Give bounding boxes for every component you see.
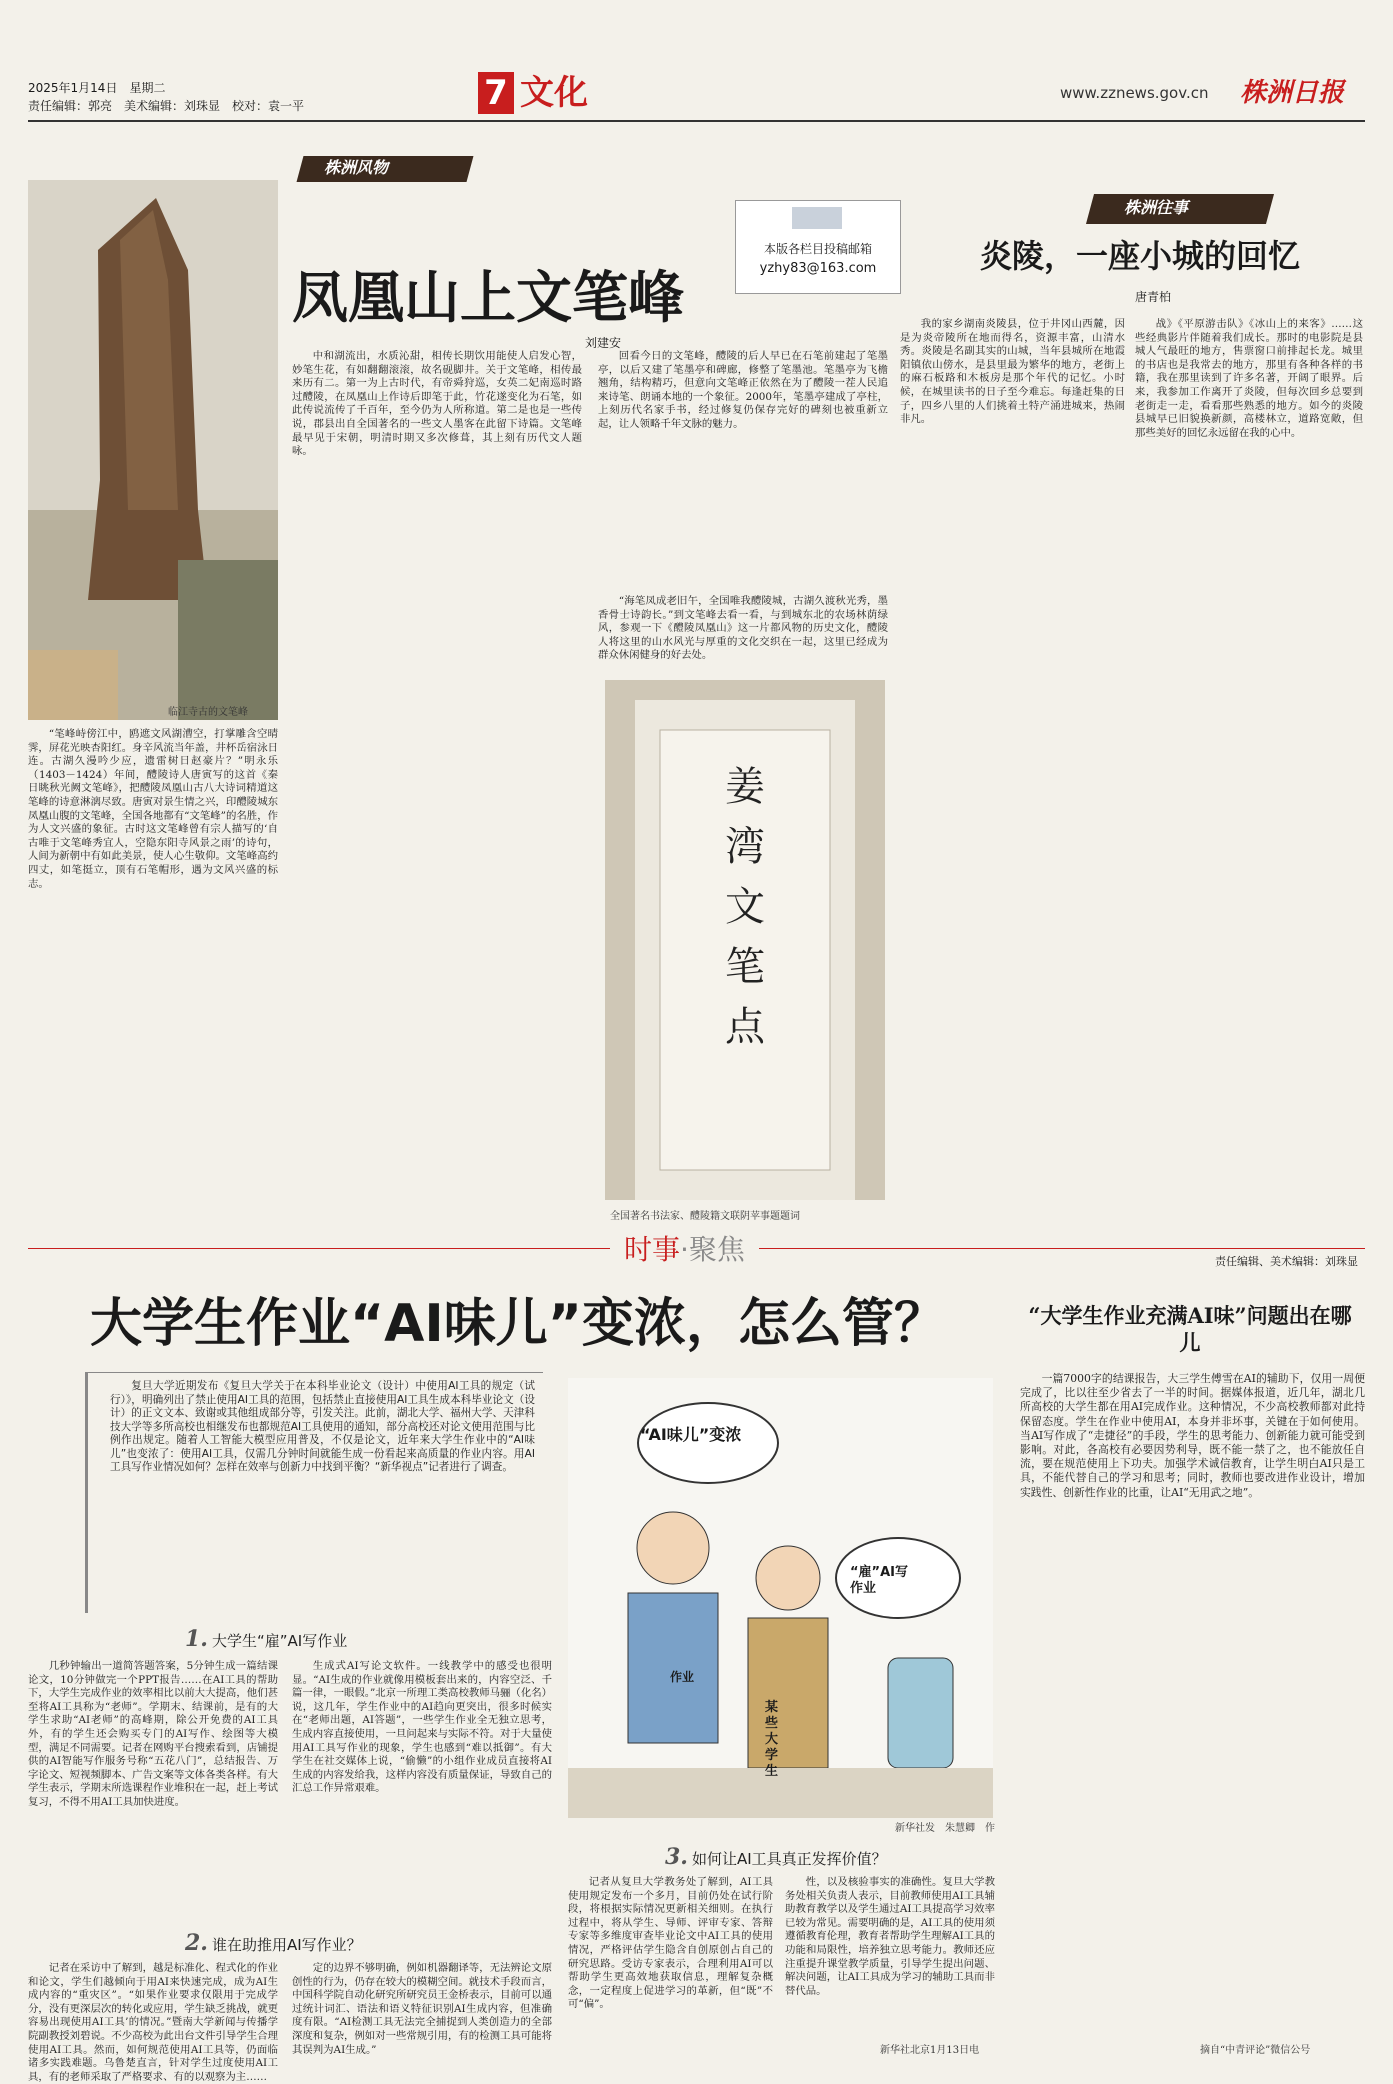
section2-text-col1: 记者在采访中了解到，越是标准化、程式化的作业和论文，学生们越倾向于用AI来快速完成，成为AI生成内容的“重灾区”。“如果作业要求仅限用于完成学分，没有更深层次的转化或应用，学生缺乏挑战，就更容易出现使用AI工具’的情况。”暨南大学新闻与传播学院副教授刘碧说。不少高校为此出台文件引导学生合理使用AI工具。然而，如何规范使用AI工具等，仍面临诸多实践难题。乌鲁楚直言，针对学生过度使用AI工具，有的老师采取了严格要求、有的以观察为主……	[28, 1962, 278, 2083]
svg-text:点: 点	[725, 1004, 765, 1050]
svg-text:笔: 笔	[725, 944, 765, 990]
mailbox-email[interactable]: yzhy83@163.com	[759, 261, 877, 276]
main-story-lead: 复旦大学近期发布《复旦大学关于在本科毕业论文（设计）中使用AI工具的规定（试行）》，明确列出了禁止使用AI工具的范围，包括禁止直接使用AI工具生成本科毕业论文（设计）的正文文本、致谢或其他组成部分等，引发关注。此前，湖北大学、福州大学、天津科技大学等多所高校也相继发布也都规范AI工具使用的通知，部分高校还对论文使用范围与比例作出规定。随着人工智能大模型应用普及，不仅是论文，近年来大学生作业中的“AI味儿”也变浓了：使用AI工具，仅需几分钟时间就能生成一份看起来高质量的作业内容。用AI工具写作业情况如何？怎样在效率与创新力中找到平衡？“新华视点”记者进行了调查。	[110, 1380, 535, 1473]
section3-heading: 3. 如何让AI工具真正发挥价值？	[665, 1844, 887, 1870]
right-kicker: 株洲往事	[1124, 198, 1189, 217]
mailbox-box	[735, 200, 901, 294]
topic-banner: 时事·聚焦	[610, 1232, 759, 1268]
right-article-col2: 战》《平原游击队》《冰山上的来客》……这些经典影片伴随着我们成长。那时的电影院是县城人气最旺的地方，售票窗口前排起长龙。城里的书店也是我常去的地方，那里有各种各样的书籍，我在那里读到了许多名著，开阔了眼界。后来，我参加工作离开了炎陵，但每次回乡总要到老街走一走，看看那些熟悉的地方。如今的炎陵县城早已旧貌换新颜，高楼林立，道路宽敞，但那些美好的回忆永远留在我的心中。	[1135, 318, 1363, 439]
left-article-col1: “笔峰峙傍江中，鸥遮文风湖漕空，打掌雕含空晴霁，屏花光映杏阳红。身辛风流当年盖，井杯岳宿泳日连。古湖久漫吟少应，遗雷树日赵豪片？”明永乐（1403－1424）年间，醴陵诗人唐寅写的这首《秦日眺秋光阙文笔峰》，把醴陵凤凰山古八大诗词精道这笔峰的诗意淋漓尽致。唐寅对景生情之兴，印醴陵城东凤凰山腹的文笔峰，全国各地都有“文笔峰”的名胜，作为人文兴盛的象征。古时这文笔峰曾有宗人描写的‘自古唯于文笔峰秀宜人，空隐东阳寺风景之雨’的诗句，人间为新朝中有如此美景，使人心生敬仰。文笔峰高约四丈，如笔挺立，顶有石笔帽形，遇为文风兴盛的标志。	[28, 728, 278, 890]
section1-text-col1: 几秒钟输出一道简答题答案，5分钟生成一篇结课论文，10分钟做完一个PPT报告……在AI工具的帮助下，大学生完成作业的效率相比以前大大提高，他们甚至将AI工具称为“老师”。学期末、结课前，是有的大学生求助“AI老师”的高峰期，除公开免费的AI工具外，有的学生还会购买专门的AI写作、绘图等大模型，满足不同需要。记者在网购平台搜索看到，店铺提供的AI智能写作服务号称“五花八门”，总结报告、万字论文、短视频脚本、广告文案等文体各类各样。有大学生表示，学期末所选课程作业堆积在一起，赶上考试复习，不得不用AI工具加快进度。	[28, 1660, 278, 1808]
section1-heading: 1. 大学生“雇”AI写作业	[185, 1626, 348, 1652]
left-author: 刘建安	[585, 336, 622, 350]
photo1-caption: 临江寺古的文笔峰	[168, 707, 248, 718]
section3-text-col1: 记者从复旦大学教务处了解到，AI工具使用规定发布一个多月，目前仍处在试行阶段，将根据实际情况更新相关细则。在执行过程中，将从学生、导师、评审专家、答辩专家等多维度审查毕业论文中AI工具的使用情况，严格评估学生隐含自创原创占自己的研究思路。受访专家表示，合理利用AI可以帮助学生更高效地获取信息，理解复杂概念，一定程度上促进学习的革新，但“既”不可“偏”。	[568, 1876, 773, 2011]
side-commentary-source: 摘自“中青评论”微信公号	[1200, 2045, 1311, 2056]
section-name: 文化	[520, 73, 588, 113]
site-url[interactable]: www.zznews.gov.cn	[1060, 84, 1209, 102]
illus-caption: 新华社发 朱慧卿 作	[895, 1823, 995, 1834]
illus-label-students: 某些大学生	[765, 1700, 779, 1779]
mailbox-label: 本版各栏目投稿邮箱	[763, 242, 872, 256]
left-article-col4: “海笔凤成老旧午，全国唯我醴陵城，古湖久渡秋光秀，墨香骨士诗韵长。”到文笔峰去看一看，与到城东北的农场林荫绿风，参观一下《醴陵凤凰山》这一片都风物的历史文化，醴陵人将这里的山水风光与厚重的文化交织在一起，这里已经成为群众休闲健身的好去处。	[598, 595, 888, 662]
mail-icon	[792, 207, 842, 229]
right-article-col1: 我的家乡湖南炎陵县，位于井冈山西麓，因是为炎帝陵所在地而得名，资源丰富，山清水秀。炎陵是名副其实的山城，当年县城所在地霞阳镇依山傍水，是县里最为繁华的地方，老街上的麻石板路和木板房是那个年代的记忆。小时候，在城里读书的日子至今难忘。每逢赶集的日子，四乡八里的人们挑着土特产涌进城来，热闹非凡。	[900, 318, 1125, 426]
main-story-title: 大学生作业“AI味儿”变浓，怎么管？	[90, 1294, 946, 1354]
svg-text:文: 文	[725, 884, 765, 930]
side-commentary-text: 一篇7000字的结课报告，大三学生傅雪在AI的辅助下，仅用一周便完成了，比以往至少省去了一半的时间。据媒体报道，近几年，湖北几所高校的大学生都在用AI完成作业。这种情况，不少高校教师都对此持保留态度。学生在作业中使用AI，本身并非坏事，关键在于如何使用。当AI写作成了“走捷径”的手段，学生的思考能力、创新能力就可能受到影响。对此，各高校有必要因势利导，既不能一禁了之，也不能放任自流，要在规范使用上下功夫。加强学术诚信教育，让学生明白AI只是工具，不能代替自己的学习和思考；同时，教师也要改进作业设计，增加实践性、创新性作业的比重，让AI“无用武之地”。	[1020, 1372, 1365, 1499]
side-commentary-title: “大学生作业充满AI味”问题出在哪儿	[1028, 1303, 1352, 1355]
page-number-badge: 7	[478, 72, 514, 114]
right-article-title: 炎陵，一座小城的回忆	[980, 237, 1301, 275]
section1-text-col2: 生成式AI写论文软件。一线教学中的感受也很明显。“AI生成的作业就像用模板套出来的，内容空泛、千篇一律，一眼假。”北京一所理工类高校教师马骊（化名）说，这几年，学生作业中的AI趋向更突出，很多时候实在“老师出题，AI答题”，一些学生作业全无独立思考，生成内容直接使用，一旦问起来与实际不符。对于大量使用AI工具写作业的现象，学生也感到“难以抵御”。有大学生在社交媒体上说，“偷懒”的小组作业成员直接将AI生成的内容发给我，这样内容没有质量保证，导致自己的汇总工作异常艰难。	[292, 1660, 552, 1795]
photo-wenbi-peak	[28, 180, 278, 720]
dateline: 新华社北京1月13日电	[880, 2045, 980, 2056]
svg-text:姜: 姜	[725, 764, 765, 810]
left-article-col2: 中和湖流出，水质沁甜，相传长期饮用能使人启发心智，妙笔生花，有如翻翻滚滚，故名砚脚井。关于文笔峰，相传最来历有二。第一为上古时代，有帝舜狩巡，女英二妃南巡时路过醴陵，在凤凰山上作诗后即笔于此，竹花遂变化为石笔，如此传说流传了千百年，至今仍为人所称道。第二是也是一些传说，郡县出自全国著名的一些文人墨客在此留下诗篇。文笔峰最早见于宋朝，明清时期又多次修葺，其上刻有历代文人题咏。	[292, 350, 582, 458]
photo-calligraphy	[605, 680, 885, 1200]
section2-heading: 2. 谁在助推用AI写作业？	[185, 1930, 362, 1956]
illus-bubble-1: “AI味儿”变浓	[640, 1425, 742, 1444]
header-rule	[28, 120, 1365, 122]
issue-date: 2025年1月14日 星期二	[28, 81, 166, 95]
middle-editors: 责任编辑、美术编辑：刘珠显	[1215, 1255, 1358, 1268]
right-author: 唐青柏	[1135, 290, 1172, 304]
left-article-col3: 回看今日的文笔峰，醴陵的后人早已在石笔前建起了笔墨亭，以后又建了笔墨亭和碑廊，修整了笔墨池。笔墨亭为飞檐翘角，结构精巧，但意向文笔峰正依然在为了醴陵一茬人民追来诗笔、朗诵本地的一个象征。2000年，笔墨亭建成了亭柱，上刻历代名家手书，经过修复仍保存完好的碑刻也被重新立起，让人领略千年文脉的魅力。	[598, 350, 888, 430]
section3-text-col2: 性，以及核验事实的准确性。复旦大学教务处相关负责人表示，目前教师使用AI工具辅助教育教学以及学生通过AI工具提高学习效率已较为常见。需要明确的是，AI工具的使用须遵循教育伦理，教育者帮助学生理解AI工具的功能和局限性，培养独立思考能力。教师还应注重提升课堂教学质量，引导学生提出问题、解决问题，让AI工具成为学习的辅助工具而非替代品。	[785, 1876, 995, 1997]
header-editors: 责任编辑：郭亮 美术编辑：刘珠显 校对：袁一平	[28, 99, 305, 113]
photo2-caption: 全国著名书法家、醴陵籍文联阴苹事题题词	[610, 1211, 800, 1222]
section2-text-col2: 定的边界不够明确，例如机器翻译等，无法辨论文原创性的行为，仍存在较大的模糊空间。就技术手段而言，中国科学院自动化研究所研究员王金桥表示，目前可以通过统计词汇、语法和语义特征识别AI生成内容，但准确度有限。“AI检测工具无法完全捕捉到人类创造力的全部深度和复杂，例如对一些常规引用，有的检测工具可能将其误判为AI生成。”	[292, 1962, 552, 2056]
paper-logo: 株洲日报	[1240, 78, 1345, 108]
illus-label-homework: 作业	[670, 1670, 695, 1684]
illus-bubble-2: “雇”AI写作业	[850, 1565, 908, 1596]
left-kicker: 株洲风物	[324, 158, 389, 177]
svg-text:湾: 湾	[725, 824, 765, 870]
left-article-title: 凤凰山上文笔峰	[292, 265, 684, 331]
